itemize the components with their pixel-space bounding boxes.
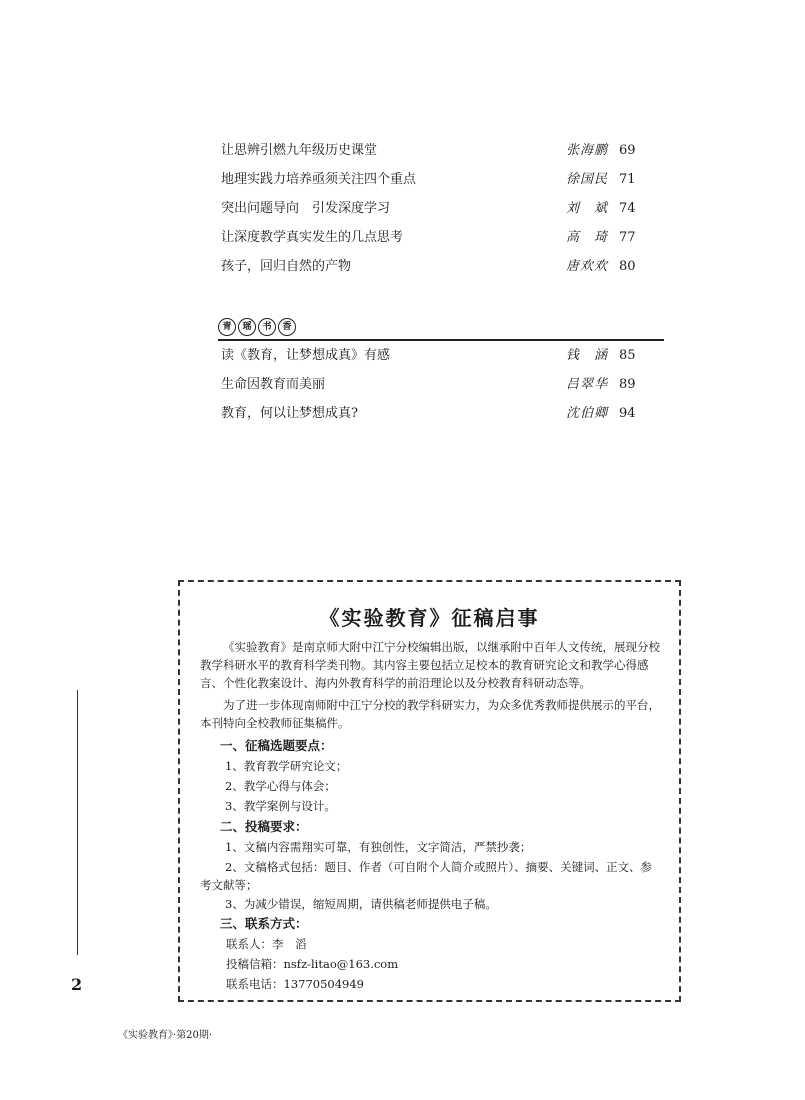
toc-entry xyxy=(221,257,641,277)
notice-item: 1、教育教学研究论文； xyxy=(225,759,348,773)
toc-author: 刘 斌 xyxy=(566,201,609,216)
toc-entry xyxy=(221,375,641,395)
toc-entry xyxy=(221,141,641,161)
toc-author: 张海鹏 xyxy=(566,143,609,158)
toc-page-number: 94 xyxy=(619,406,636,421)
toc-page-number: 71 xyxy=(619,172,636,187)
toc-title: 地理实践力培养亟须关注四个重点 xyxy=(221,172,417,187)
toc-title: 孩子，回归自然的产物 xyxy=(221,259,352,274)
toc-title: 突出问题导向 引发深度学习 xyxy=(221,201,391,216)
toc-title: 生命因教育而美丽 xyxy=(221,377,326,392)
section-char: 瑶 xyxy=(238,318,256,336)
contact-person: 联系人：李 滔 xyxy=(226,937,307,951)
notice-intro: 为了进一步体现南师附中江宁分校的教学科研实力，为众多优秀教师提供展示的平台，本刊特向全校教师征集稿件。 xyxy=(200,698,660,730)
toc-page-number: 89 xyxy=(619,377,636,392)
toc-page-number: 74 xyxy=(619,201,636,216)
notice-item: 1、文稿内容需翔实可靠，有独创性，文字简洁，严禁抄袭； xyxy=(225,840,532,854)
notice-title: 《实验教育》征稿启事 xyxy=(319,606,540,630)
toc-entry xyxy=(221,404,641,424)
toc-page-number: 80 xyxy=(619,259,636,274)
contact-email: 投稿信箱：nsfz-litao@163.com xyxy=(226,957,399,971)
toc-entry xyxy=(221,199,641,219)
toc-page-number: 69 xyxy=(619,143,636,158)
toc-title: 让思辨引燃九年级历史课堂 xyxy=(221,143,378,158)
toc-title: 让深度教学真实发生的几点思考 xyxy=(221,230,404,245)
toc-author: 沈伯卿 xyxy=(566,406,609,421)
notice-heading: 三、联系方式： xyxy=(220,916,308,931)
toc-title: 教育，何以让梦想成真? xyxy=(221,406,358,421)
footer-journal-name: 《实验教育》·第20期· xyxy=(118,1030,213,1041)
notice-intro: 《实验教育》是南京师大附中江宁分校编辑出版，以继承附中百年人文传统，展现分校教学科研水平的教育科学类刊物。其内容主要包括立足校本的教育研究论文和教学心得感言、个性化教案设计、海内外教育科学的前沿理论以及分校教育科研动态等。 xyxy=(200,640,660,690)
section-char: 青 xyxy=(218,318,236,336)
section-char: 香 xyxy=(278,318,296,336)
notice-item: 3、为减少错误，缩短周期，请供稿老师提供电子稿。 xyxy=(225,897,497,911)
section-header xyxy=(218,318,664,342)
toc-title: 读《教育，让梦想成真》有感 xyxy=(221,348,391,363)
toc-page-number: 77 xyxy=(619,230,636,245)
notice-item: 3、教学案例与设计。 xyxy=(225,799,336,813)
page-number: 2 xyxy=(71,975,83,994)
toc-author: 钱 涵 xyxy=(566,348,609,363)
toc-author: 吕翠华 xyxy=(566,377,609,392)
toc-page-number: 85 xyxy=(619,348,636,363)
toc-author: 徐国民 xyxy=(566,172,609,187)
margin-rule xyxy=(77,690,78,955)
toc-author: 高 琦 xyxy=(566,230,609,245)
toc-entry xyxy=(221,170,641,190)
toc-author: 唐欢欢 xyxy=(566,259,609,274)
section-rule xyxy=(218,339,664,341)
call-for-papers-box xyxy=(178,580,681,1002)
notice-item: 2、教学心得与体会； xyxy=(225,779,336,793)
section-header-chars xyxy=(218,318,296,336)
contact-phone: 联系电话：13770504949 xyxy=(226,977,364,991)
notice-heading: 二、投稿要求： xyxy=(220,819,308,834)
toc-entry xyxy=(221,346,641,366)
toc-entry xyxy=(221,228,641,248)
notice-item: 2、文稿格式包括：题目、作者（可自附个人简介或照片）、摘要、关键词、正文、参考文献等； xyxy=(200,860,653,892)
notice-heading: 一、征稿选题要点： xyxy=(220,738,333,753)
section-char: 书 xyxy=(258,318,276,336)
